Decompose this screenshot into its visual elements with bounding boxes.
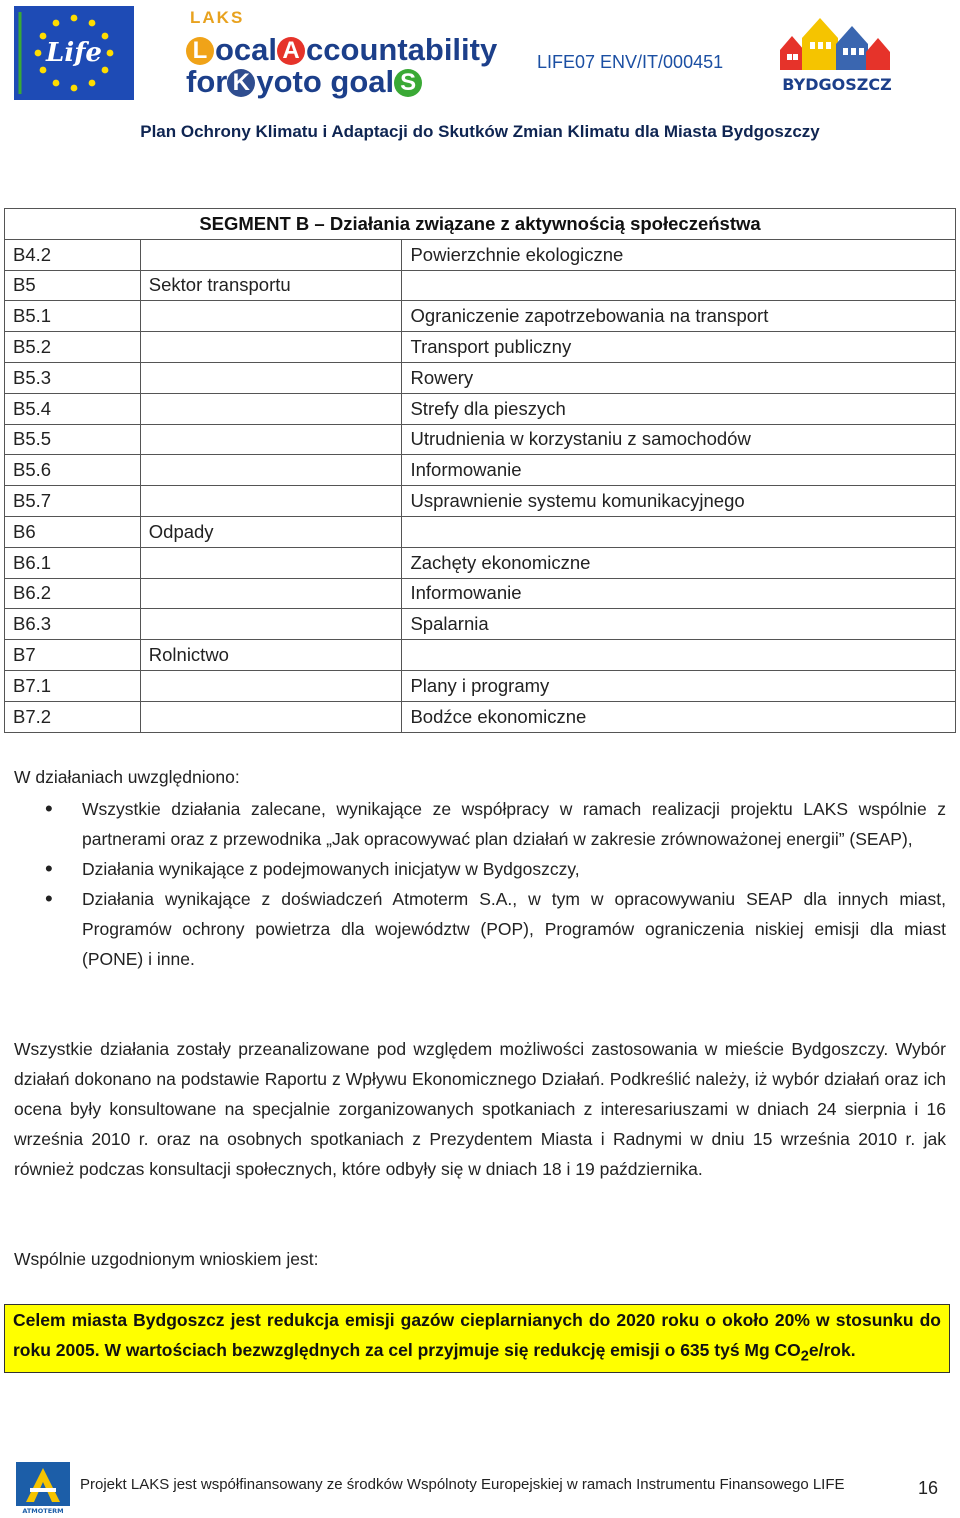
laks-logo-line2 <box>186 64 423 100</box>
document-title: Plan Ochrony Klimatu i Adaptacji do Skutków Zmian Klimatu dla Miasta Bydgoszczy <box>140 122 820 141</box>
row-code: B5 <box>5 270 141 301</box>
row-sector <box>140 362 402 393</box>
atmoterm-logo-text: ATMOTERM <box>22 1507 64 1514</box>
row-measure: Informowanie <box>402 578 956 609</box>
list-item: • Wszystkie działania zalecane, wynikające ze współpracy w ramach realizacji projektu LAKS wspólnie z partnerami oraz z przewodnika „Jak opracowywać plan działań w zakresie zrównoważonej energii” (SEAP), <box>14 794 946 854</box>
row-sector <box>140 332 402 363</box>
row-code: B5.1 <box>5 301 141 332</box>
laks-line1-pre: ocal <box>215 32 278 67</box>
page-header <box>0 0 960 160</box>
atmoterm-logo <box>16 1462 70 1514</box>
laks-line2-pre: for <box>186 64 228 99</box>
table-row <box>5 362 956 393</box>
laks-logo <box>186 8 506 102</box>
laks-logo-line1 <box>186 32 497 68</box>
bydgoszcz-city-logo <box>762 8 912 98</box>
laks-cap-a: A <box>277 37 305 65</box>
row-sector <box>140 578 402 609</box>
row-measure: Spalarnia <box>402 609 956 640</box>
laks-cap-l: L <box>186 37 214 65</box>
row-code: B5.2 <box>5 332 141 363</box>
row-sector <box>140 609 402 640</box>
laks-line1-mid: ccountability <box>306 32 498 67</box>
project-reference: LIFE07 ENV/IT/000451 <box>537 52 724 72</box>
row-measure: Transport publiczny <box>402 332 956 363</box>
conclusion-text: Celem miasta Bydgoszcz jest redukcja emisji gazów cieplarnianych do 2020 roku o około 20% w stosunku do roku 2005. W wartościach bezwzględnych za cel przyjmuje się redukcję emisji o 635 tyś Mg CO <box>13 1310 941 1360</box>
table-row <box>5 301 956 332</box>
row-sector <box>140 393 402 424</box>
footer-text: Projekt LAKS jest współfinansowany ze środków Wspólnoty Europejskiej w ramach Instrumentu Finansowego LIFE <box>80 1476 845 1493</box>
table-row <box>5 270 956 301</box>
row-sector: Sektor transportu <box>140 270 402 301</box>
row-sector: Rolnictwo <box>140 640 402 671</box>
conclusion-suffix: e/rok. <box>808 1340 856 1360</box>
row-code: B6.1 <box>5 547 141 578</box>
conclusion-subscript: 2 <box>800 1348 809 1365</box>
row-sector <box>140 424 402 455</box>
row-measure <box>402 640 956 671</box>
table-row <box>5 424 956 455</box>
laks-cap-k: K <box>227 69 255 97</box>
row-measure: Powierzchnie ekologiczne <box>402 239 956 270</box>
table-row <box>5 578 956 609</box>
row-sector <box>140 670 402 701</box>
row-sector <box>140 486 402 517</box>
list-item: • Działania wynikające z podejmowanych inicjatyw w Bydgoszczy, <box>14 854 946 884</box>
row-measure: Strefy dla pieszych <box>402 393 956 424</box>
table-row <box>5 455 956 486</box>
row-code: B5.5 <box>5 424 141 455</box>
row-sector: Odpady <box>140 516 402 547</box>
laks-cap-s: S <box>394 69 422 97</box>
row-measure: Rowery <box>402 362 956 393</box>
row-measure: Usprawnienie systemu komunikacyjnego <box>402 486 956 517</box>
intro-text: W działaniach uwzględniono: <box>14 767 240 787</box>
row-measure: Ograniczenie zapotrzebowania na transport <box>402 301 956 332</box>
row-measure <box>402 516 956 547</box>
row-code: B4.2 <box>5 239 141 270</box>
table-row <box>5 239 956 270</box>
table-row <box>5 516 956 547</box>
analysis-paragraph: Wszystkie działania zostały przeanalizowane pod względem możliwości zastosowania w mieście Bydgoszczy. Wybór działań dokonano na podstawie Raportu z Wpływu Ekonomicznego Działań. Podkreślić należy, iż wybór działań oraz ich ocena były konsultowane na specjalnie zorganizowanych spotkaniach z interesariuszami w dniach 24 sierpnia i 16 września 2010 r. oraz na osobnych spotkaniach z Prezydentem Miasta i Radnymi w dniu 15 września 2010 r. jak również podczas konsultacji społecznych, które odbyły się w dniach 18 i 19 października. <box>14 1039 946 1179</box>
row-sector <box>140 301 402 332</box>
laks-line2-mid: yoto goal <box>256 64 395 99</box>
table-row <box>5 670 956 701</box>
table-row <box>5 640 956 671</box>
table-row <box>5 547 956 578</box>
laks-logo-small: LAKS <box>190 8 245 27</box>
row-code: B5.3 <box>5 362 141 393</box>
segment-b-table <box>4 208 956 733</box>
row-code: B7 <box>5 640 141 671</box>
eu-life-logo <box>14 6 134 100</box>
row-code: B5.6 <box>5 455 141 486</box>
row-sector <box>140 455 402 486</box>
eu-logo-text: Life <box>46 38 102 68</box>
row-code: B7.2 <box>5 701 141 732</box>
row-code: B6.3 <box>5 609 141 640</box>
row-measure: Utrudnienia w korzystaniu z samochodów <box>402 424 956 455</box>
conclusion-intro: Wspólnie uzgodnionym wnioskiem jest: <box>14 1249 319 1269</box>
row-code: B7.1 <box>5 670 141 701</box>
table-row <box>5 332 956 363</box>
row-sector <box>140 701 402 732</box>
row-measure: Zachęty ekonomiczne <box>402 547 956 578</box>
row-measure: Bodźce ekonomiczne <box>402 701 956 732</box>
row-code: B6 <box>5 516 141 547</box>
row-measure: Informowanie <box>402 455 956 486</box>
row-code: B5.4 <box>5 393 141 424</box>
table-heading-row <box>5 209 956 240</box>
table-row <box>5 609 956 640</box>
row-sector <box>140 547 402 578</box>
table-row <box>5 486 956 517</box>
page-number: 16 <box>918 1478 939 1498</box>
conclusion-box <box>4 1304 950 1373</box>
row-code: B6.2 <box>5 578 141 609</box>
table-row <box>5 393 956 424</box>
row-measure <box>402 270 956 301</box>
row-measure: Plany i programy <box>402 670 956 701</box>
city-logo-text: BYDGOSZCZ <box>782 75 892 94</box>
row-sector <box>140 239 402 270</box>
considerations-list <box>14 794 946 974</box>
table-heading: SEGMENT B – Działania związane z aktywnością społeczeństwa <box>5 209 956 240</box>
list-item: • Działania wynikające z doświadczeń Atmoterm S.A., w tym w opracowywaniu SEAP dla innych miast, Programów ochrony powietrza dla województw (POP), Programów ograniczenia niskiej emisji dla miast (PONE) i inne. <box>14 884 946 974</box>
table-row <box>5 701 956 732</box>
row-code: B5.7 <box>5 486 141 517</box>
